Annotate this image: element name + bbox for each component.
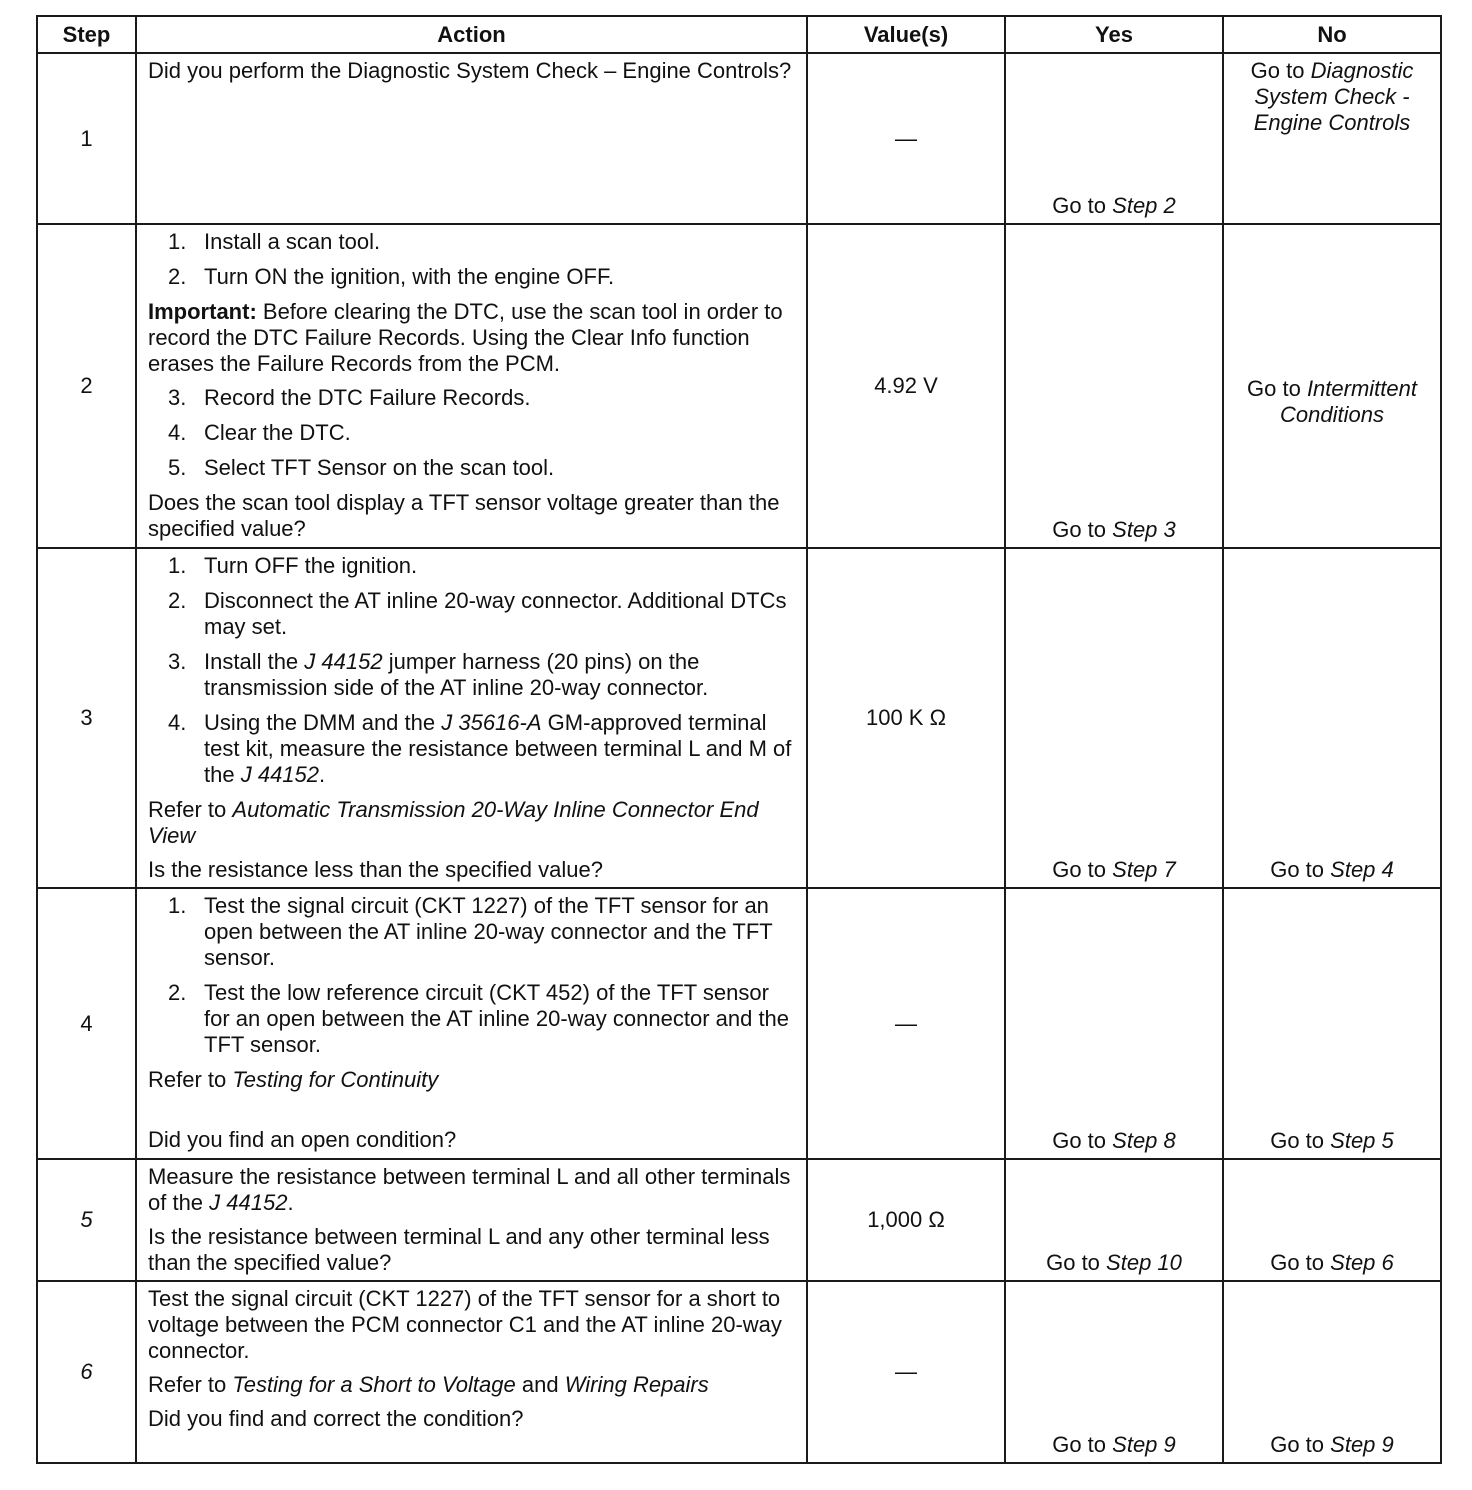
- yes-cell: [1005, 1281, 1223, 1463]
- yes-cell: [1005, 548, 1223, 888]
- list-item: 1. Test the signal circuit (CKT 1227) of the TFT sensor for an open between the AT inline 20-way connector and the TFT sensor.: [168, 893, 773, 970]
- action-text: Test the signal circuit (CKT 1227) of the TFT sensor for a short to voltage between the PCM connector C1 and the AT inline 20-way connector.: [148, 1286, 782, 1363]
- table-row: [37, 53, 1441, 224]
- list-item: 2. Disconnect the AT inline 20-way connector. Additional DTCs may set.: [168, 588, 787, 639]
- list-item: 4. Using the DMM and the J 35616-A GM-approved terminal test kit, measure the resistance between terminal L and M of the J 44152.: [168, 710, 792, 787]
- header-yes: Yes: [1005, 16, 1223, 53]
- yes-cell: [1005, 224, 1223, 548]
- diagnostic-table: [36, 15, 1442, 1464]
- table-row: [37, 888, 1441, 1159]
- value-cell: —: [807, 1281, 1005, 1463]
- refer-link[interactable]: Automatic Transmission 20-Way Inline Connector End View: [148, 797, 759, 848]
- table-row: [37, 1281, 1441, 1463]
- value-cell: —: [807, 888, 1005, 1159]
- action-question: Did you find and correct the condition?: [148, 1406, 524, 1431]
- step-number: 3: [37, 548, 136, 888]
- no-prefix: Go to: [1270, 1432, 1325, 1457]
- list-item: 4. Clear the DTC.: [168, 420, 351, 445]
- action-cell: [136, 53, 807, 224]
- header-step: Step: [37, 16, 136, 53]
- refer-note: Refer to Automatic Transmission 20-Way Inline Connector End View: [148, 797, 759, 848]
- no-step-link[interactable]: Diagnostic System Check - Engine Controls: [1253, 58, 1414, 135]
- yes-cell: [1005, 1159, 1223, 1281]
- list-item: 2. Test the low reference circuit (CKT 452) of the TFT sensor for an open between the AT inline 20-way connector and the TFT sensor.: [168, 980, 790, 1057]
- action-question: Did you find an open condition?: [148, 1127, 457, 1152]
- no-cell: [1223, 224, 1441, 548]
- value-cell: 100 K Ω: [807, 548, 1005, 888]
- no-step-link[interactable]: Step 6: [1330, 1250, 1394, 1275]
- no-prefix: Go to: [1247, 376, 1301, 401]
- yes-prefix: Go to: [1052, 857, 1107, 882]
- action-cell: [136, 548, 807, 888]
- yes-cell: [1005, 888, 1223, 1159]
- no-cell: [1223, 1281, 1441, 1463]
- refer-link[interactable]: Wiring Repairs: [564, 1372, 709, 1397]
- yes-step-link[interactable]: Step 3: [1112, 517, 1176, 542]
- action-question: Does the scan tool display a TFT sensor voltage greater than the specified value?: [148, 490, 780, 541]
- yes-prefix: Go to: [1046, 1250, 1100, 1275]
- header-row: [37, 16, 1441, 53]
- no-step-link[interactable]: Step 4: [1330, 857, 1394, 882]
- no-step-link[interactable]: Step 9: [1330, 1432, 1394, 1457]
- no-cell: [1223, 888, 1441, 1159]
- yes-step-link[interactable]: Step 10: [1106, 1250, 1182, 1275]
- no-prefix: Go to: [1270, 1128, 1325, 1153]
- table-row: [37, 1159, 1441, 1281]
- value-cell: 4.92 V: [807, 224, 1005, 548]
- action-cell: [136, 1281, 807, 1463]
- no-cell: [1223, 548, 1441, 888]
- list-item: 2. Turn ON the ignition, with the engine OFF.: [168, 264, 615, 289]
- refer-note: Refer to Testing for a Short to Voltage and Wiring Repairs: [148, 1372, 709, 1397]
- list-item: 1. Turn OFF the ignition.: [168, 553, 418, 578]
- step-number: 2: [37, 224, 136, 548]
- table-row: [37, 548, 1441, 888]
- yes-prefix: Go to: [1052, 193, 1107, 218]
- no-prefix: Go to: [1250, 58, 1305, 83]
- action-cell: [136, 224, 807, 548]
- header-no: No: [1223, 16, 1441, 53]
- action-cell: [136, 888, 807, 1159]
- yes-cell: [1005, 53, 1223, 224]
- refer-note: Refer to Testing for Continuity: [148, 1067, 439, 1092]
- list-item: 3. Install the J 44152 jumper harness (20 pins) on the transmission side of the AT inline 20-way connector.: [168, 649, 709, 700]
- action-question: Did you perform the Diagnostic System Check – Engine Controls?: [148, 58, 792, 83]
- no-step-link[interactable]: Intermittent Conditions: [1280, 376, 1417, 427]
- refer-link[interactable]: Testing for a Short to Voltage: [232, 1372, 516, 1397]
- yes-step-link[interactable]: Step 7: [1112, 857, 1176, 882]
- action-question: Is the resistance less than the specified value?: [148, 857, 603, 882]
- no-cell: [1223, 53, 1441, 224]
- no-step-link[interactable]: Step 5: [1330, 1128, 1394, 1153]
- no-prefix: Go to: [1270, 1250, 1325, 1275]
- no-cell: [1223, 1159, 1441, 1281]
- refer-link[interactable]: Testing for Continuity: [232, 1067, 439, 1092]
- yes-step-link[interactable]: Step 8: [1112, 1128, 1176, 1153]
- step-number: 1: [37, 53, 136, 224]
- yes-step-link[interactable]: Step 2: [1112, 193, 1176, 218]
- action-cell: [136, 1159, 807, 1281]
- list-item: 5. Select TFT Sensor on the scan tool.: [168, 455, 555, 480]
- step-number: 4: [37, 888, 136, 1159]
- value-cell: —: [807, 53, 1005, 224]
- step-number: 6: [37, 1281, 136, 1463]
- list-item: 1. Install a scan tool.: [168, 229, 381, 254]
- header-values: Value(s): [807, 16, 1005, 53]
- header-action: Action: [136, 16, 807, 53]
- yes-prefix: Go to: [1052, 1128, 1107, 1153]
- value-cell: 1,000 Ω: [807, 1159, 1005, 1281]
- yes-step-link[interactable]: Step 9: [1112, 1432, 1176, 1457]
- action-text: Measure the resistance between terminal L and all other terminals of the J 44152.: [148, 1164, 791, 1215]
- yes-prefix: Go to: [1052, 517, 1107, 542]
- table-row: [37, 224, 1441, 548]
- step-number: 5: [37, 1159, 136, 1281]
- yes-prefix: Go to: [1052, 1432, 1107, 1457]
- list-item: 3. Record the DTC Failure Records.: [168, 385, 531, 410]
- action-question: Is the resistance between terminal L and any other terminal less than the specified value?: [148, 1224, 770, 1275]
- important-note: Important: Before clearing the DTC, use the scan tool in order to record the DTC Failure Records. Using the Clear Info function erases the Failure Records from the PCM.: [148, 299, 783, 376]
- no-prefix: Go to: [1270, 857, 1325, 882]
